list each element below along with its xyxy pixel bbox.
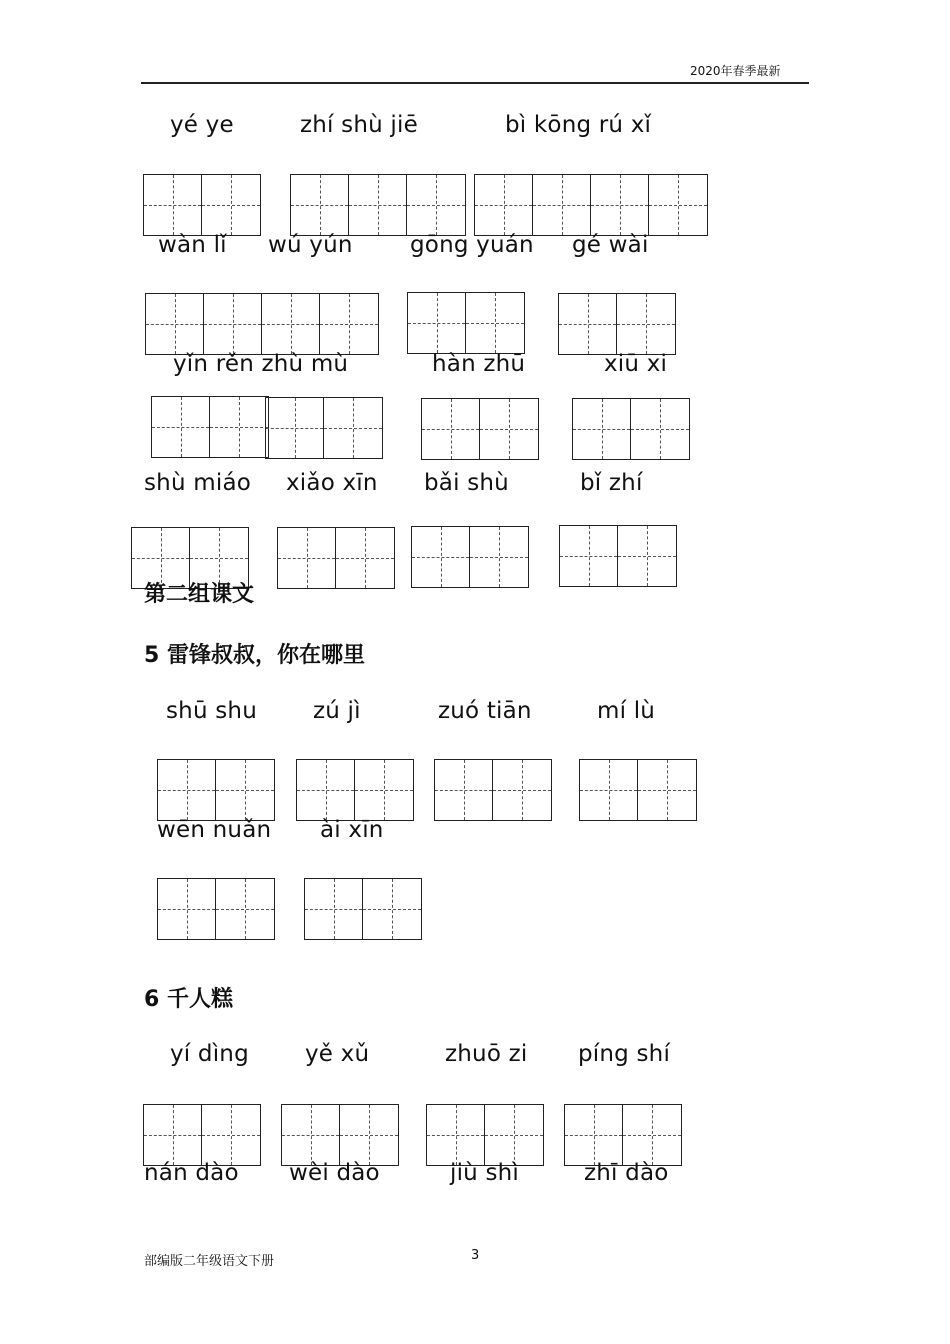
pinyin-label: wàn lǐ (158, 232, 227, 258)
writing-grid[interactable] (157, 759, 275, 821)
lesson-title: 5 雷锋叔叔，你在哪里 (144, 643, 365, 668)
writing-grid[interactable] (145, 293, 379, 355)
character-cell[interactable] (649, 175, 707, 235)
character-cell[interactable] (580, 760, 638, 820)
pinyin-label: xiǎo xīn (286, 470, 378, 496)
writing-grid[interactable] (426, 1104, 544, 1166)
character-cell[interactable] (262, 294, 320, 354)
character-cell[interactable] (470, 527, 528, 587)
character-cell[interactable] (349, 175, 407, 235)
character-cell[interactable] (565, 1105, 623, 1165)
character-cell[interactable] (320, 294, 378, 354)
character-cell[interactable] (204, 294, 262, 354)
character-cell[interactable] (336, 528, 394, 588)
character-cell[interactable] (493, 760, 551, 820)
pinyin-label: gé wài (572, 232, 649, 258)
lesson-title: 6 千人糕 (144, 987, 233, 1012)
writing-grid[interactable] (290, 174, 466, 236)
character-cell[interactable] (466, 293, 524, 353)
character-cell[interactable] (480, 399, 538, 459)
pinyin-label: ài xīn (320, 817, 384, 843)
pinyin-label: zhuō zi (445, 1041, 528, 1067)
page-number: 3 (471, 1248, 480, 1263)
character-cell[interactable] (158, 879, 216, 939)
writing-grid[interactable] (157, 878, 275, 940)
character-cell[interactable] (631, 399, 689, 459)
pinyin-label: wú yún (268, 232, 353, 258)
character-cell[interactable] (573, 399, 631, 459)
writing-grid[interactable] (564, 1104, 682, 1166)
pinyin-label: zhī dào (584, 1160, 669, 1186)
character-cell[interactable] (412, 527, 470, 587)
character-cell[interactable] (158, 760, 216, 820)
writing-grid[interactable] (579, 759, 697, 821)
character-cell[interactable] (266, 398, 324, 458)
character-cell[interactable] (617, 294, 675, 354)
character-cell[interactable] (407, 175, 465, 235)
character-cell[interactable] (422, 399, 480, 459)
pinyin-label: shū shu (166, 698, 257, 724)
character-cell[interactable] (408, 293, 466, 353)
pinyin-label: jiù shì (450, 1160, 520, 1186)
writing-grid[interactable] (558, 293, 676, 355)
writing-grid[interactable] (474, 174, 708, 236)
character-cell[interactable] (638, 760, 696, 820)
writing-grid[interactable] (265, 397, 383, 459)
pinyin-label: píng shí (578, 1041, 671, 1067)
character-cell[interactable] (282, 1105, 340, 1165)
writing-grid[interactable] (411, 526, 529, 588)
writing-grid[interactable] (143, 174, 261, 236)
character-cell[interactable] (340, 1105, 398, 1165)
character-cell[interactable] (216, 879, 274, 939)
header-text: 2020年春季最新 (690, 64, 781, 78)
character-cell[interactable] (202, 1105, 260, 1165)
character-cell[interactable] (559, 294, 617, 354)
pinyin-label: bǎi shù (424, 470, 509, 496)
pinyin-label: wēn nuǎn (157, 817, 272, 843)
character-cell[interactable] (291, 175, 349, 235)
character-cell[interactable] (144, 175, 202, 235)
character-cell[interactable] (324, 398, 382, 458)
character-cell[interactable] (297, 760, 355, 820)
character-cell[interactable] (591, 175, 649, 235)
pinyin-label: zhí shù jiē (300, 112, 418, 138)
character-cell[interactable] (560, 526, 618, 586)
character-cell[interactable] (278, 528, 336, 588)
pinyin-label: bǐ zhí (580, 470, 643, 496)
character-cell[interactable] (427, 1105, 485, 1165)
writing-grid[interactable] (143, 1104, 261, 1166)
pinyin-label: xiū xi (604, 351, 668, 377)
pinyin-label: zú jì (313, 698, 361, 724)
writing-grid[interactable] (434, 759, 552, 821)
character-cell[interactable] (363, 879, 421, 939)
writing-grid[interactable] (407, 292, 525, 354)
writing-grid[interactable] (277, 527, 395, 589)
pinyin-label: gōng yuán (410, 232, 534, 258)
header-rule (141, 82, 809, 84)
pinyin-label: mí lù (597, 698, 656, 724)
character-cell[interactable] (475, 175, 533, 235)
character-cell[interactable] (202, 175, 260, 235)
character-cell[interactable] (216, 760, 274, 820)
pinyin-label: nán dào (144, 1160, 239, 1186)
character-cell[interactable] (485, 1105, 543, 1165)
pinyin-label: wèi dào (289, 1160, 380, 1186)
pinyin-label: yí dìng (170, 1041, 249, 1067)
pinyin-label: zuó tiān (438, 698, 532, 724)
group-heading: 第二组课文 (144, 582, 255, 607)
writing-grid[interactable] (421, 398, 539, 460)
pinyin-label: yǐn rěn zhù mù (173, 351, 349, 377)
writing-grid[interactable] (572, 398, 690, 460)
writing-grid[interactable] (559, 525, 677, 587)
character-cell[interactable] (152, 397, 210, 457)
pinyin-label: yě xǔ (305, 1041, 370, 1067)
writing-grid[interactable] (304, 878, 422, 940)
writing-grid[interactable] (296, 759, 414, 821)
character-cell[interactable] (435, 760, 493, 820)
character-cell[interactable] (146, 294, 204, 354)
pinyin-label: hàn zhū (432, 351, 526, 377)
pinyin-label: shù miáo (144, 470, 252, 496)
character-cell[interactable] (355, 760, 413, 820)
pinyin-label: bì kōng rú xǐ (505, 112, 652, 138)
footer-book-title: 部编版二年级语文下册 (144, 1254, 275, 1269)
writing-grid[interactable] (281, 1104, 399, 1166)
character-cell[interactable] (305, 879, 363, 939)
writing-grid[interactable] (151, 396, 269, 458)
character-cell[interactable] (210, 397, 268, 457)
character-cell[interactable] (144, 1105, 202, 1165)
character-cell[interactable] (618, 526, 676, 586)
pinyin-label: yé ye (170, 112, 234, 138)
character-cell[interactable] (623, 1105, 681, 1165)
character-cell[interactable] (533, 175, 591, 235)
